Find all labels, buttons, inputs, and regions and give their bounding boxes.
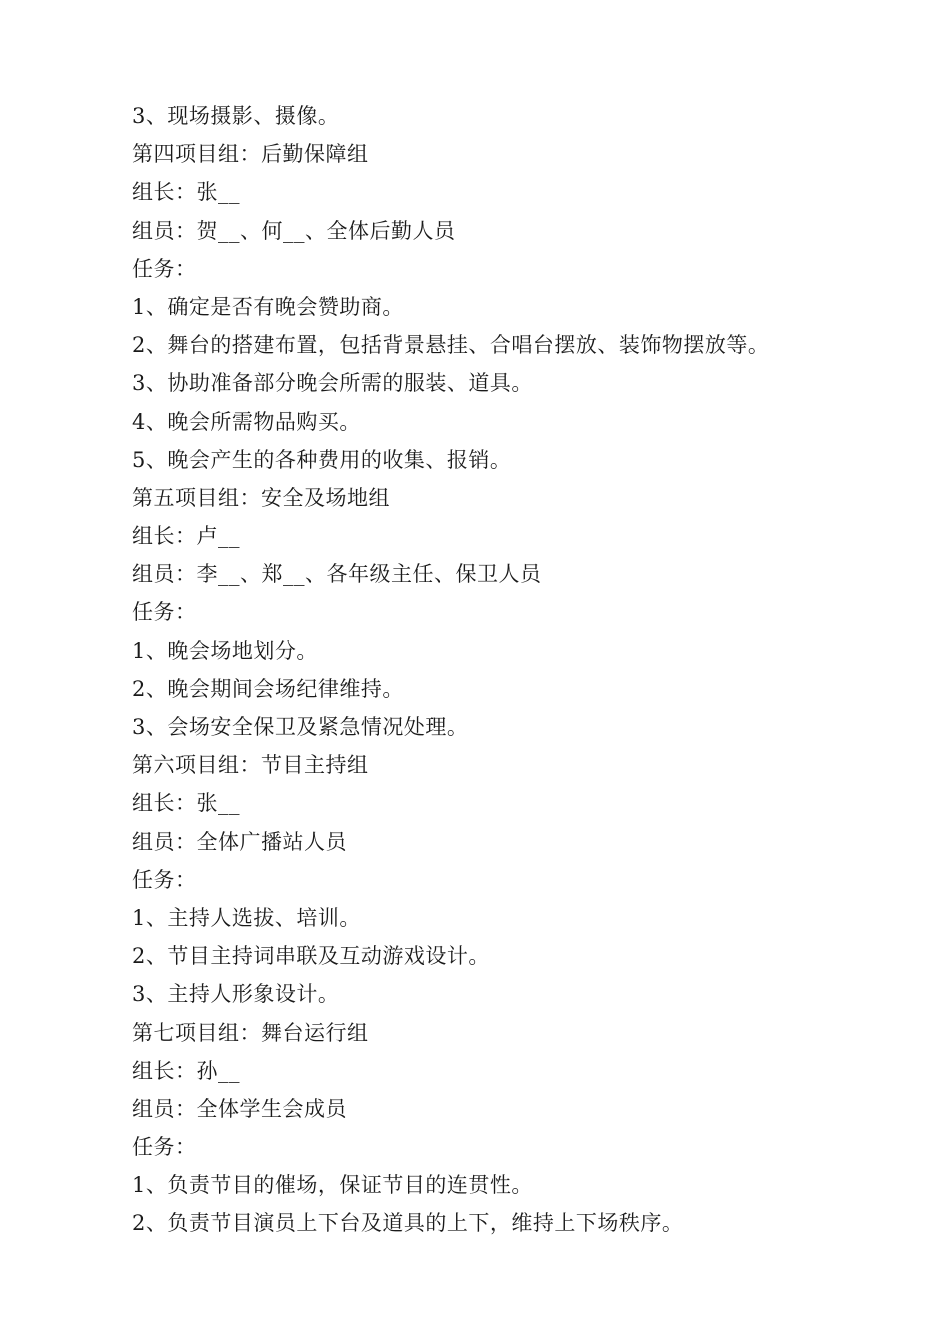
group-leader: 组长：卢__ xyxy=(132,524,240,549)
group-members: 组员：全体学生会成员 xyxy=(132,1096,347,1121)
document-body xyxy=(132,97,912,1243)
group-leader: 组长：张__ xyxy=(132,180,240,205)
list-item: 2、舞台的搭建布置，包括背景悬挂、合唱台摆放、装饰物摆放等。 xyxy=(132,333,770,358)
tasks-label: 任务： xyxy=(132,1135,197,1160)
group-members: 组员：全体广播站人员 xyxy=(132,829,347,854)
list-item: 1、确定是否有晚会赞助商。 xyxy=(132,294,404,319)
list-item: 3、现场摄影、摄像。 xyxy=(132,104,340,128)
tasks-label: 任务： xyxy=(132,256,197,281)
list-item: 3、主持人形象设计。 xyxy=(132,982,340,1007)
list-item: 5、晚会产生的各种费用的收集、报销。 xyxy=(132,447,512,472)
list-item: 2、负责节目演员上下台及道具的上下，维持上下场秩序。 xyxy=(132,1211,684,1236)
section-heading: 第六项目组：节目主持组 xyxy=(132,753,369,778)
list-item: 3、协助准备部分晚会所需的服装、道具。 xyxy=(132,371,533,396)
section-heading: 第四项目组：后勤保障组 xyxy=(132,142,369,167)
list-item: 1、主持人选拔、培训。 xyxy=(132,905,361,930)
section-heading: 第七项目组：舞台运行组 xyxy=(132,1020,369,1045)
list-item: 1、晚会场地划分。 xyxy=(132,638,318,663)
group-leader: 组长：孙__ xyxy=(132,1058,240,1083)
list-item: 2、晚会期间会场纪律维持。 xyxy=(132,676,404,701)
group-leader: 组长：张__ xyxy=(132,791,240,816)
tasks-label: 任务： xyxy=(132,600,197,625)
group-members: 组员：李__、郑__、各年级主任、保卫人员 xyxy=(132,562,542,587)
list-item: 1、负责节目的催场，保证节目的连贯性。 xyxy=(132,1173,533,1198)
tasks-label: 任务： xyxy=(132,867,197,892)
list-item: 2、节目主持词串联及互动游戏设计。 xyxy=(132,944,490,969)
group-members: 组员：贺__、何__、全体后勤人员 xyxy=(132,218,456,243)
list-item: 3、会场安全保卫及紧急情况处理。 xyxy=(132,715,469,739)
section-heading: 第五项目组：安全及场地组 xyxy=(132,485,390,510)
list-item: 4、晚会所需物品购买。 xyxy=(132,409,361,434)
